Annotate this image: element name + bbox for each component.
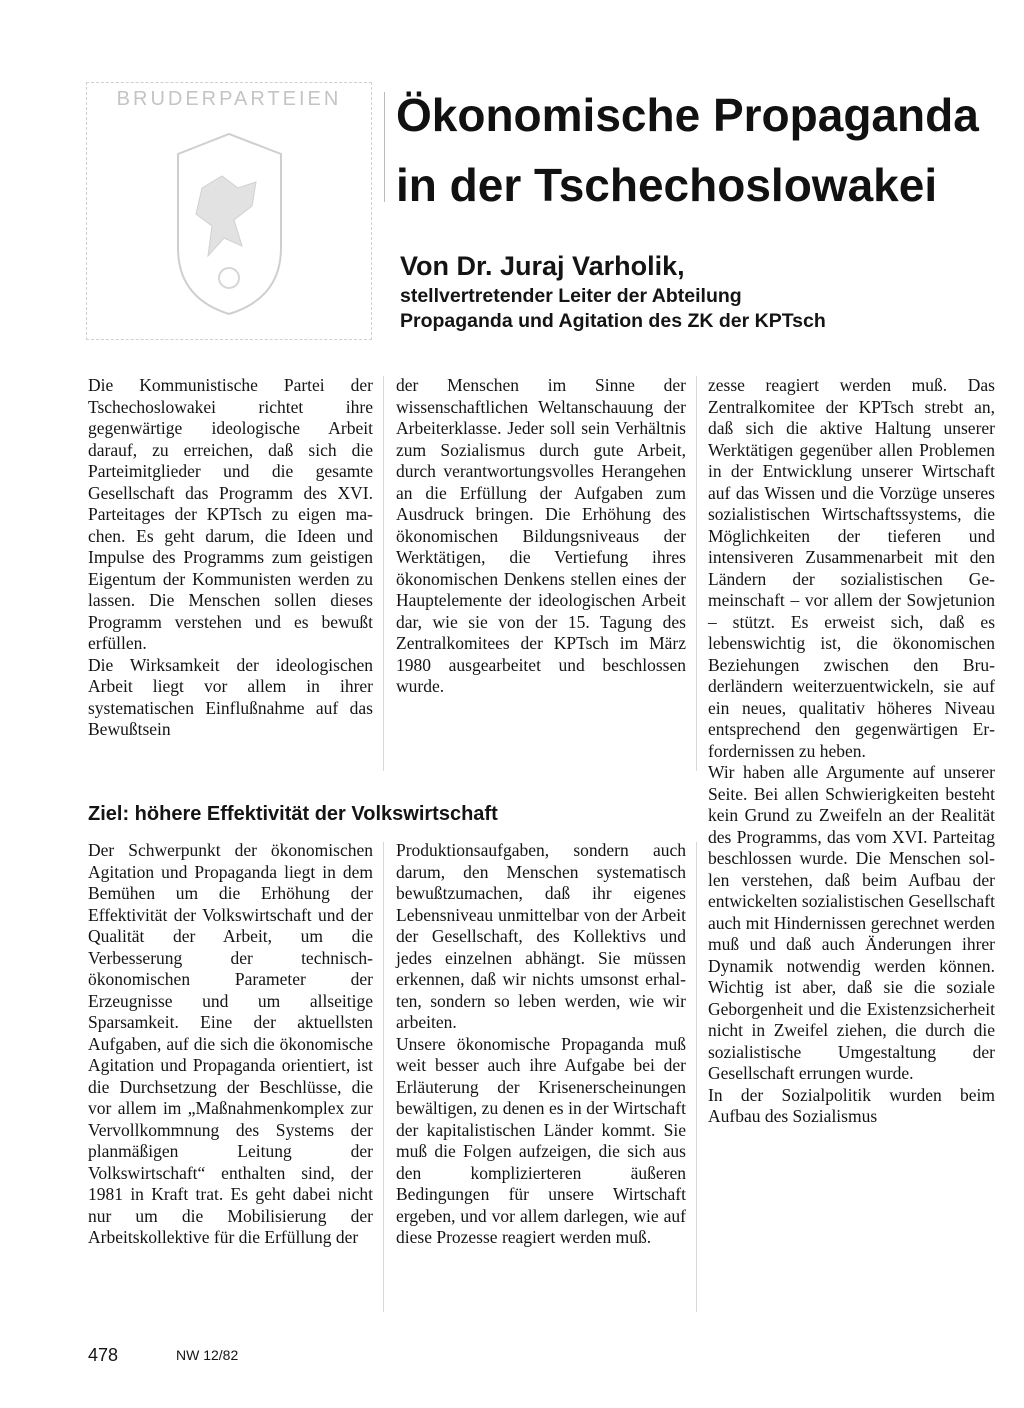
column-1-lower: [88, 840, 373, 1249]
column-2-lower: [396, 840, 686, 1249]
paragraph: der Menschen im Sinne der wissenschaftlichen Weltanschauung der Arbeiterklasse. Jeder soll sein Verhältnis zum Sozialismus durch gute Arbeit, durch verantwortungsvolles Herangehen an die Erfüllung der Aufgaben zum Ausdruck bringen. Die Erhöhung des ökonomischen Bildungsniveaus der Werktätigen, die Vertiefung ihres ökonomischen Denkens stellen eines der Hauptelemente der ideologischen Arbeit dar, wie sie von der 15. Tagung des Zentralkomitees der KPTsch im März 1980 ausgearbeitet und beschlossen wurde.: [396, 375, 686, 696]
header-divider: [384, 92, 385, 202]
column-separator: [383, 376, 384, 771]
section-label: BRUDERPARTEIEN: [116, 88, 342, 110]
page-number: 478: [88, 1345, 119, 1365]
column-1-upper: [88, 375, 373, 741]
paragraph: Die Wirksamkeit der ideologischen Arbeit liegt vor allem in ihrer systematischen Einflußnahme auf das Bewußtsein: [88, 654, 373, 739]
column-separator: [696, 376, 697, 771]
paragraph: zesse reagiert werden muß. Das Zentralkomitee der KPTsch strebt an, daß sich die aktive Haltung unserer Werktätigen gegenüber allen Problemen in der Entwicklung unserer Wirtschaft auf das Wissen und die Vorzüge unseres sozialistischen Wirtschaftssystems, die Möglichkeiten der tieferen und intensiveren Zusammenarbeit mit den Ländern der sozialistischen Gemeinschaft – vor allem der Sowjetunion – stützt. Es erweist sich, daß es lebenswichtig ist, die ökonomischen Beziehungen zwischen den Bruderländern weiterzuentwickeln, sie auf ein neues, qualitativ höheres Niveau entsprechend den gegenwärtigen Erfordernissen zu heben.: [708, 375, 995, 761]
column-3: [708, 375, 995, 1128]
paragraph: Unsere ökonomische Propaganda muß weit besser auch ihre Aufgabe bei der Erläuterung der Krisenerscheinungen bewältigen, zu denen es in der Wirtschaft der kapitalistischen Länder kommt. Sie muß die Folgen aufzeigen, die sich aus den komplizierteren äußeren Bedingungen für unsere Wirtschaft ergeben, und vor allem darlegen, wie auf diese Prozesse reagiert werden muß.: [396, 1033, 686, 1247]
author-role-line-1: stellvertretender Leiter der Abteilung: [400, 285, 742, 307]
paragraph: Wir haben alle Argumente auf unserer Seite. Bei allen Schwierigkeiten besteht kein Grund zu Zweifeln an der Realität des Programms, das vom XVI. Parteitag beschlossen wurde. Die Menschen sollen verstehen, daß beim Aufbau der entwickelten sozialistischen Gesellschaft auch mit Hindernissen gerechnet werden muß und daß auch Änderungen ihrer Dynamik notwendig werden können. Wichtig ist aber, daß sie die soziale Geborgenheit und die Existenzsicherheit nicht in Zweifel ziehen, die durch die sozialistische Umgestaltung der Gesellschaft errungen wurde.: [708, 762, 995, 1083]
column-separator: [383, 842, 384, 1312]
paragraph: Der Schwerpunkt der ökonomischen Agitation und Propaganda liegt in dem Bemühen um die Erhöhung der Effektivität der Volkswirtschaft und der Qualität der Arbeit, um die Verbesserung der technisch-ökonomischen Parameter der Erzeugnisse und um allseitige Sparsamkeit. Eine der aktuellsten Aufgaben, auf die sich die ökonomische Agitation und Propaganda orientiert, ist die Durchsetzung der Beschlüsse, die vor allem im „Maßnahmenkomplex zur Vervollkommnung des Systems der planmäßigen Leitung der Volkswirtschaft“ enthalten sind, der 1981 in Kraft trat. Es geht dabei nicht nur um die Mobilisierung der Arbeitskollektive für die Erfüllung der: [88, 840, 373, 1247]
paragraph: Produktionsaufgaben, sondern auch darum, den Menschen systematisch bewußtzumachen, daß ihr eigenes Lebensniveau unmittelbar von der Arbeit der Gesellschaft, des Kollektivs und jedes einzelnen abhängt. Sie müssen erkennen, daß wir nichts umsonst erhalten, sondern so leben werden, wie wir arbeiten.: [396, 840, 686, 1032]
paragraph: In der Sozialpolitik wurden beim Aufbau des Sozialismus: [708, 1084, 995, 1126]
column-separator: [696, 842, 697, 1312]
paragraph: Die Kommunistische Partei der Tschechoslowakei richtet ihre gegenwärtige ideologische Arbeit darauf, zu erreichen, daß sich die Parteimitglieder und die gesamte Gesellschaft das Programm des XVI. Parteitages der KPTsch zu eigen machen. Es geht darum, die Ideen und Impulse des Programms zum geistigen Eigentum der Kommunisten werden zu lassen. Die Menschen sollen dieses Programm verstehen und es bewußt erfüllen.: [88, 375, 373, 653]
title-line-2: in der Tschechoslowakei: [396, 159, 938, 211]
author-role-line-2: Propaganda und Agitation des ZK der KPTsch: [400, 310, 826, 332]
article-title: [396, 80, 1006, 220]
issue-label: NW 12/82: [176, 1347, 239, 1363]
subheading: Ziel: höhere Effektivität der Volkswirtschaft: [88, 803, 498, 825]
column-2-upper: [396, 375, 686, 698]
article-author: Von Dr. Juraj Varholik,: [400, 251, 685, 281]
party-emblem-icon: [172, 128, 287, 318]
title-line-1: Ökonomische Propaganda: [396, 89, 979, 141]
author-role: [400, 284, 1000, 334]
